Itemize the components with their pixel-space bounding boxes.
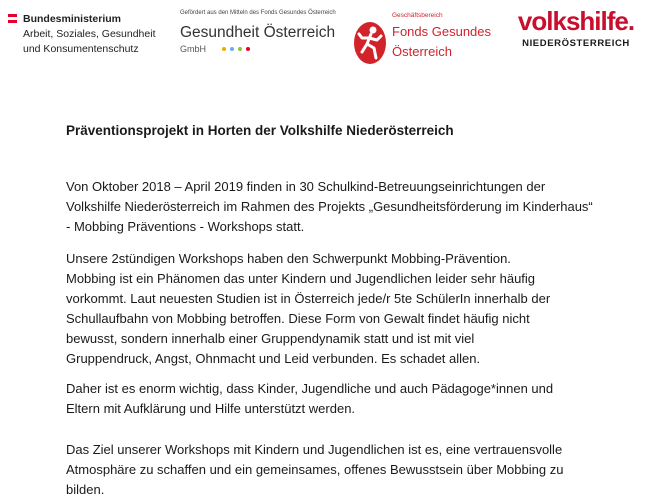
goeg-tagline: Gefördert aus den Mitteln des Fonds Gesundes Österreich: [180, 10, 336, 16]
paragraph-line: bilden.: [66, 482, 105, 497]
paragraph-line: - Mobbing Präventions - Workshops statt.: [66, 219, 305, 234]
paragraph-line: Schullaufbahn von Mobbing betroffen. Diese Form von Gewalt findet häufig nicht: [66, 311, 530, 326]
paragraph-line: Volkshilfe Niederösterreich im Rahmen des Projekts „Gesundheitsförderung im Kinderhaus“: [66, 199, 593, 214]
goeg-dots-icon: [222, 47, 250, 51]
paragraph-4: [66, 440, 563, 500]
goeg-name: Gesundheit Österreich: [180, 24, 336, 41]
paragraph-line: Atmosphäre zu schaffen und ein gemeinsames, offenes Bewusstsein über Mobbing zu: [66, 462, 564, 477]
paragraph-line: Mobbing ist ein Phänomen das unter Kindern und Jugendlichen leider sehr häufig: [66, 271, 536, 286]
paragraph-line: Gruppendruck, Angst, Ohnmacht und Leid verbunden. Es schadet allen.: [66, 351, 481, 366]
fgoe-line-2: Österreich: [392, 44, 452, 59]
paragraph-line: Das Ziel unserer Workshops mit Kindern und Jugendlichen ist es, eine vertrauensvolle: [66, 442, 563, 457]
paragraph-1: [66, 177, 593, 237]
paragraph-line: bewusst, sondern innerhalb einer Gruppendynamik statt und ist mit viel: [66, 331, 475, 346]
fgoe-emblem-icon: [352, 18, 388, 66]
paragraph-2: [66, 249, 550, 369]
document-title: Präventionsprojekt in Horten der Volkshilfe Niederösterreich: [66, 123, 454, 138]
bm-line-1: Bundesministerium: [23, 13, 122, 25]
paragraph-line: Von Oktober 2018 – April 2019 finden in 30 Schulkind-Betreuungseinrichtungen der: [66, 179, 546, 194]
volkshilfe-region: NIEDERÖSTERREICH: [522, 38, 630, 49]
paragraph-line: Eltern mit Aufklärung und Hilfe unterstützt werden.: [66, 401, 356, 416]
logo-volkshilfe: [501, 6, 651, 49]
logo-header: [0, 0, 658, 80]
paragraph-line: Daher ist es enorm wichtig, dass Kinder, Jugendliche und auch Pädagoge*innen und: [66, 381, 554, 396]
goeg-suffix: GmbH: [180, 44, 207, 54]
bm-line-2: Arbeit, Soziales, Gesundheit: [23, 28, 156, 40]
bm-line-3: und Konsumentenschutz: [23, 43, 139, 55]
volkshilfe-name: volkshilfe.: [517, 6, 635, 36]
paragraph-line: vorkommt. Laut neuesten Studien ist in Österreich jede/r 5te SchülerIn innerhalb der: [66, 291, 551, 306]
logo-gesundheit-oesterreich: [180, 10, 340, 54]
paragraph-3: [66, 379, 553, 419]
austria-flag-icon: [8, 14, 17, 23]
fgoe-line-1: Fonds Gesundes: [392, 24, 492, 39]
document-body: [66, 121, 626, 497]
fgoe-tagline: Geschäftsbereich: [392, 12, 443, 19]
paragraph-line: Unsere 2stündigen Workshops haben den Schwerpunkt Mobbing-Prävention.: [66, 251, 511, 266]
